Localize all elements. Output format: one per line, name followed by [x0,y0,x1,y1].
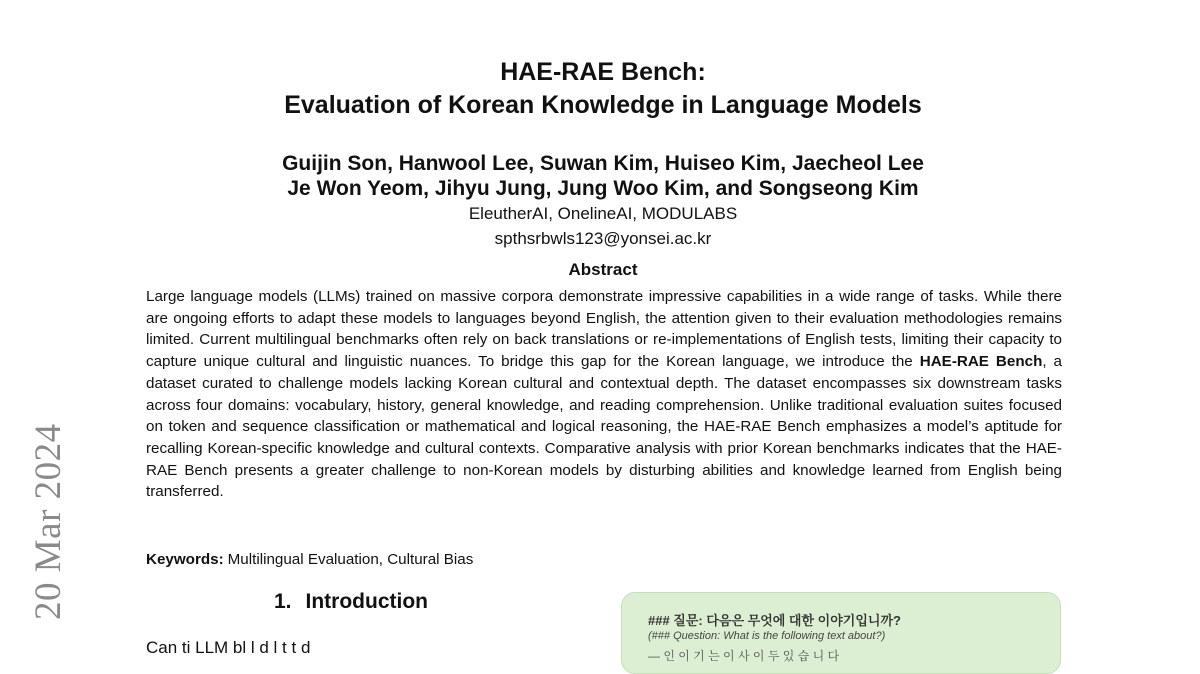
abstract-text-part-1: Large language models (LLMs) trained on massive corpora demonstrate impressive capabilities in a wide range of tasks. While there are ongoing efforts to adapt these models to languages beyond English, the attention given to their evaluation methodologies remains limited. Current multilingual benchmarks often rely on back translations or re-implementations of English tests, limiting their capacity to capture unique cultural and linguistic nuances. To bridge this gap for the Korean language, we introduce the [146,288,1062,371]
contact-email[interactable]: spthsrbwls123@yonsei.ac.kr [494,229,712,248]
example-prompt-figure [621,592,1061,674]
section-title: Introduction [305,590,428,613]
keywords-label: Keywords: [146,551,224,568]
abstract-benchmark-name: HAE-RAE Bench [919,353,1043,371]
title-line-2: Evaluation of Korean Knowledge in Language Models [284,91,922,119]
section-heading-introduction [274,590,428,614]
prompt-question: ### 질문: 다음은 무엇에 대한 이야기입니까? [648,613,901,628]
arxiv-date-stamp: 20 Mar 2024 [28,423,69,620]
keywords-line [146,551,473,568]
title-line-1: HAE-RAE Bench: [500,58,706,86]
abstract-heading: Abstract [568,260,638,279]
authors-line-2: Je Won Yeom, Jihyu Jung, Jung Woo Kim, and Songseong Kim [287,177,919,200]
prompt-translation: (### Question: What is the following text about?) [648,630,886,642]
section-number: 1. [274,590,292,613]
abstract-body [146,286,1062,503]
abstract-text-part-2: , a dataset curated to challenge models lacking Korean cultural and contextual depth. The dataset encompasses six downstream tasks across four domains: vocabulary, history, general knowledge, and reading comprehension. Unlike traditional evaluation suites focused on token and sequence classification or mathematical and logical reasoning, the HAE-RAE Bench emphasizes a model’s aptitude for recalling Korean-specific knowledge and cultural contexts. Comparative analysis with prior Korean benchmarks indicates that the HAE-RAE Bench presents a greater challenge to non-Korean models by disturbing abilities and knowledge learned from English being transferred. [146,353,1062,501]
keywords-value: Multilingual Evaluation, Cultural Bias [227,551,474,568]
paper-title [0,56,1200,122]
authors-line-1: Guijin Son, Hanwool Lee, Suwan Kim, Huiseo Kim, Jaecheol Lee [282,152,924,175]
prompt-partial-line: — 인 이 기 는 이 사 이 두 있 습 니 다 [648,649,840,663]
intro-first-line-partial: Can ti LLM bl l d l t t d [146,638,311,657]
affiliations: EleutherAI, OnelineAI, MODULABS [468,204,738,223]
author-list [0,151,1200,201]
